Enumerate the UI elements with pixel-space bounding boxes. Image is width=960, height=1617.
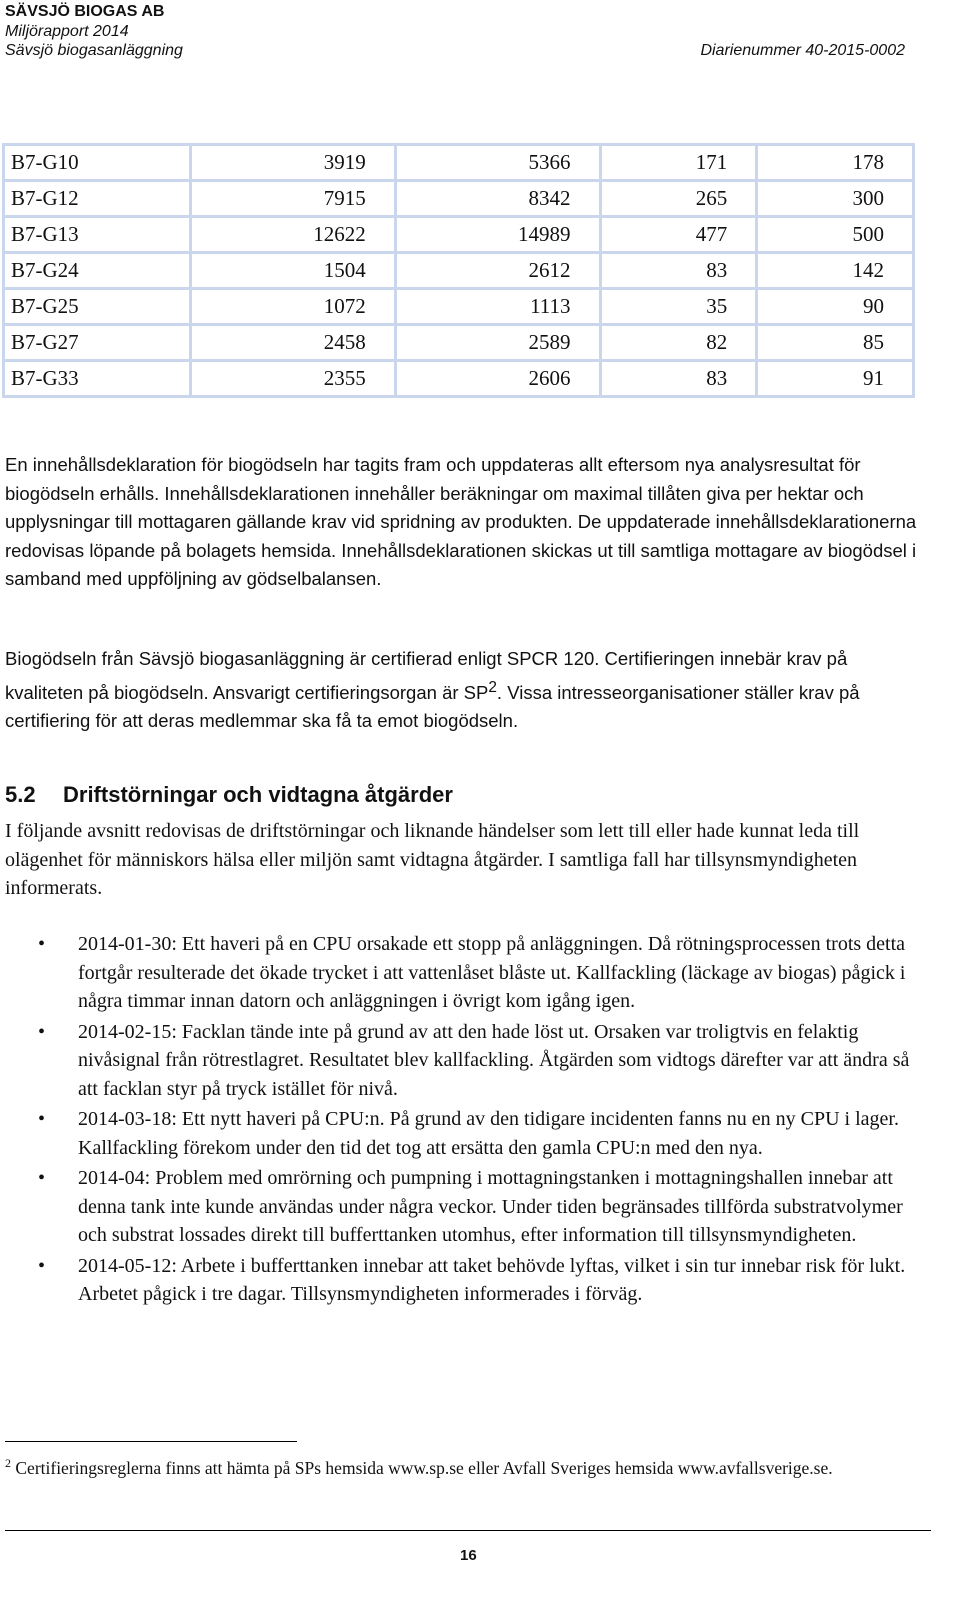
certification-paragraph bbox=[5, 645, 925, 736]
value-cell: 82 bbox=[600, 325, 757, 361]
value-cell: 90 bbox=[757, 289, 914, 325]
intro-paragraph: I följande avsnitt redovisas de driftstörningar och liknande händelser som lett till eller hade kunnat leda till olägenhet för människors hälsa eller miljön samt vidtagna åtgärder. I samtliga fall har tillsynsmyndigheten informerats. bbox=[5, 820, 860, 899]
row-label-cell: B7-G13 bbox=[4, 217, 191, 253]
row-label-cell: B7-G24 bbox=[4, 253, 191, 289]
measurement-table bbox=[2, 143, 915, 398]
footnote-number: 2 bbox=[5, 1456, 11, 1470]
value-cell: 178 bbox=[757, 145, 914, 181]
section-title: Driftstörningar och vidtagna åtgärder bbox=[63, 782, 453, 807]
site-name: Sävsjö biogasanläggning bbox=[5, 42, 183, 59]
bullet-icon: • bbox=[38, 1108, 46, 1130]
table-row bbox=[4, 289, 914, 325]
value-cell: 2589 bbox=[395, 325, 600, 361]
event-text: 2014-01-30: Ett haveri på en CPU orsakade ett stopp på anläggningen. Då rötningsprocessen trots detta fortgår resulterade det ökade trycket i att vattenlåset blåste ut. Kallfackling (läckage av biogas) pågick i några timmar innan datorn och anläggningen i övrigt kom igång igen. bbox=[78, 933, 906, 1012]
value-cell: 7915 bbox=[191, 181, 396, 217]
value-cell: 171 bbox=[600, 145, 757, 181]
value-cell: 142 bbox=[757, 253, 914, 289]
value-cell: 2606 bbox=[395, 361, 600, 397]
footnote-text: Certifieringsreglerna finns att hämta på SPs hemsida www.sp.se eller Avfall Sveriges hemsida www.avfallsverige.se. bbox=[11, 1457, 833, 1478]
event-text: 2014-05-12: Arbete i bufferttanken innebar att taket behövde lyftas, vilket i sin tur innebar risk för lukt. Arbetet pågick i tre dagar. Tillsynsmyndigheten informerades i förväg. bbox=[78, 1254, 906, 1305]
table-row bbox=[4, 217, 914, 253]
value-cell: 85 bbox=[757, 325, 914, 361]
value-cell: 1072 bbox=[191, 289, 396, 325]
value-cell: 35 bbox=[600, 289, 757, 325]
diarienummer: Diarienummer 40-2015-0002 bbox=[700, 42, 905, 59]
value-cell: 1113 bbox=[395, 289, 600, 325]
footnote-ref: 2 bbox=[488, 678, 497, 696]
value-cell: 477 bbox=[600, 217, 757, 253]
table-row bbox=[4, 325, 914, 361]
value-cell: 1504 bbox=[191, 253, 396, 289]
report-title: Miljörapport 2014 bbox=[5, 23, 129, 40]
bullet-icon: • bbox=[38, 1254, 46, 1277]
value-cell: 300 bbox=[757, 181, 914, 217]
declaration-paragraph: En innehållsdeklaration för biogödseln har tagits fram och uppdateras allt eftersom nya analysresultat för biogödseln erhålls. Innehållsdeklarationen innehåller beräkningar om maximal tillåten giva per hektar och upplysningar till mottagaren gällande krav vid spridning av produkten. De uppdaterade innehållsdeklarationerna redovisas löpande på bolagets hemsida. Innehållsdeklarationen skickas ut till samtliga mottagare av biogödsel i samband med uppföljning av gödselbalansen. bbox=[5, 454, 917, 589]
event-item bbox=[0, 1105, 925, 1162]
certification-text: Biogödseln från Sävsjö biogasanläggning är certifierad enligt SPCR 120. Certifieringen innebär krav på kvaliteten på biogödseln. Ansvarigt certifieringsorgan är SP bbox=[5, 648, 848, 703]
value-cell: 2612 bbox=[395, 253, 600, 289]
value-cell: 500 bbox=[757, 217, 914, 253]
event-item bbox=[0, 930, 925, 1016]
value-cell: 83 bbox=[600, 361, 757, 397]
table-row bbox=[4, 253, 914, 289]
row-label-cell: B7-G33 bbox=[4, 361, 191, 397]
event-text: 2014-02-15: Facklan tände inte på grund av att den hade löst ut. Orsaken var troligtvis en felaktig nivåsignal från rötrestlagret. Resultatet blev kallfackling. Åtgärden som vidtogs därefter var att ändra så att facklan styr på tryck istället för nivå. bbox=[78, 1020, 910, 1100]
bullet-icon: • bbox=[38, 1167, 46, 1189]
table-row bbox=[4, 145, 914, 181]
bullet-icon: • bbox=[38, 933, 46, 955]
event-text: 2014-03-18: Ett nytt haveri på CPU:n. På grund av den tidigare incidenten fanns nu en ny CPU i lager. Kallfackling förekom under den tid det tog att ersätta den gamla CPU:n med den nya. bbox=[78, 1108, 899, 1159]
certification-text-cont: . Vissa intresseorganisationer ställer krav på certifiering för att deras medlemmar ska få ta emot biogödseln. bbox=[5, 681, 860, 732]
value-cell: 12622 bbox=[191, 217, 396, 253]
value-cell: 2458 bbox=[191, 325, 396, 361]
company-name: SÄVSJÖ BIOGAS AB bbox=[5, 3, 165, 20]
row-label-cell: B7-G10 bbox=[4, 145, 191, 181]
value-cell: 265 bbox=[600, 181, 757, 217]
row-label-cell: B7-G25 bbox=[4, 289, 191, 325]
table-row bbox=[4, 361, 914, 397]
value-cell: 83 bbox=[600, 253, 757, 289]
event-list bbox=[0, 930, 925, 1311]
event-item bbox=[0, 1252, 925, 1309]
value-cell: 2355 bbox=[191, 361, 396, 397]
row-label-cell: B7-G27 bbox=[4, 325, 191, 361]
event-text: 2014-04: Problem med omrörning och pumpning i mottagningstanken i mottagningshallen innebar att denna tank inte kunde användas under några veckor. Under tiden begränsades tillförda substratvolymer och substrat lossades direkt till bufferttanken utomhus, efter information till tillsynsmyndigheten. bbox=[78, 1167, 903, 1246]
row-label-cell: B7-G12 bbox=[4, 181, 191, 217]
value-cell: 8342 bbox=[395, 181, 600, 217]
event-item bbox=[0, 1164, 925, 1250]
table-row bbox=[4, 181, 914, 217]
section-heading bbox=[5, 782, 453, 808]
value-cell: 3919 bbox=[191, 145, 396, 181]
bullet-icon: • bbox=[38, 1020, 46, 1043]
footnote bbox=[5, 1451, 925, 1480]
value-cell: 14989 bbox=[395, 217, 600, 253]
footnote-divider bbox=[5, 1441, 297, 1442]
page-divider bbox=[5, 1530, 931, 1531]
page-number: 16 bbox=[460, 1547, 477, 1564]
value-cell: 91 bbox=[757, 361, 914, 397]
value-cell: 5366 bbox=[395, 145, 600, 181]
event-item bbox=[0, 1018, 925, 1104]
section-number: 5.2 bbox=[5, 782, 36, 807]
